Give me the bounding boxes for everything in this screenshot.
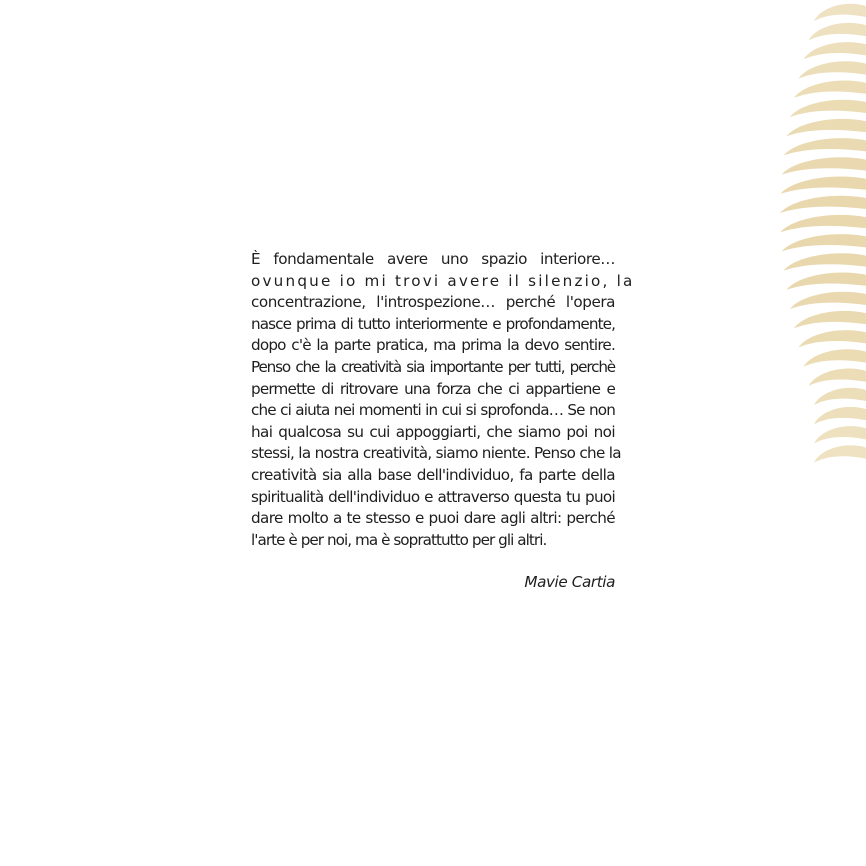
fern-leaflet: [799, 330, 866, 347]
quote-line: dopo c'è la parte pratica, ma prima la devo sentire.: [251, 336, 615, 355]
fern-leaflet: [814, 388, 866, 405]
quote-text: [251, 249, 635, 551]
fern-leaflet: [780, 196, 866, 213]
fern-leaflet: [814, 426, 866, 443]
quote-line: stessi, la nostra creatività, siamo niente. Penso che la: [251, 444, 621, 463]
fern-leaflet: [809, 369, 866, 386]
fern-leaflet: [794, 311, 866, 328]
fern-leaflet: [814, 407, 866, 424]
fern-leaflet: [782, 234, 866, 251]
quote-line: che ci aiuta nei momenti in cui si sprofonda… Se non: [251, 401, 615, 420]
quote-line: nasce prima di tutto interiormente e profondamente,: [251, 314, 615, 333]
fern-leaflet: [790, 292, 866, 309]
fern-leaflet: [784, 138, 866, 155]
fern-leaflet: [782, 157, 866, 174]
quote-line: hai qualcosa su cui appoggiarti, che siamo poi noi: [251, 422, 615, 441]
fern-leaflet: [803, 349, 866, 366]
quote-line: l'arte è per noi, ma è soprattutto per gli altri.: [251, 530, 547, 549]
fern-leaflet: [790, 100, 866, 117]
fern-leaflet: [799, 61, 866, 78]
quote-line: ovunque io mi trovi avere il silenzio, la: [251, 271, 635, 290]
fern-leaflet: [786, 119, 866, 136]
quote-author: Mavie Cartia: [524, 573, 615, 592]
quote-line: creatività sia alla base dell'individuo, fa parte della: [251, 465, 615, 484]
quote-line: spiritualità dell'individuo e attraverso questa tu puoi: [251, 487, 615, 506]
quote-line: concentrazione, l'introspezione… perché l'opera: [251, 293, 615, 312]
fern-leaflet: [809, 23, 866, 40]
quote-line: Penso che la creatività sia importante per tutti, perchè: [251, 357, 615, 376]
fern-leaflet: [794, 81, 866, 98]
fern-leaflet: [814, 445, 866, 462]
fern-leaflet: [780, 177, 866, 194]
fern-leaflet: [784, 253, 866, 270]
quote-line: dare molto a te stesso e puoi dare agli altri: perché: [251, 509, 615, 528]
fern-leaf-icon: [780, 0, 866, 470]
fern-leaflet: [780, 215, 866, 232]
fern-leaflet: [803, 42, 866, 59]
fern-leaflet: [786, 273, 866, 290]
quote-line: È fondamentale avere uno spazio interiore…: [251, 250, 615, 268]
fern-leaflet: [814, 4, 866, 21]
quote-block: [251, 249, 635, 592]
quote-line: permette di ritrovare una forza che ci appartiene e: [251, 379, 615, 398]
